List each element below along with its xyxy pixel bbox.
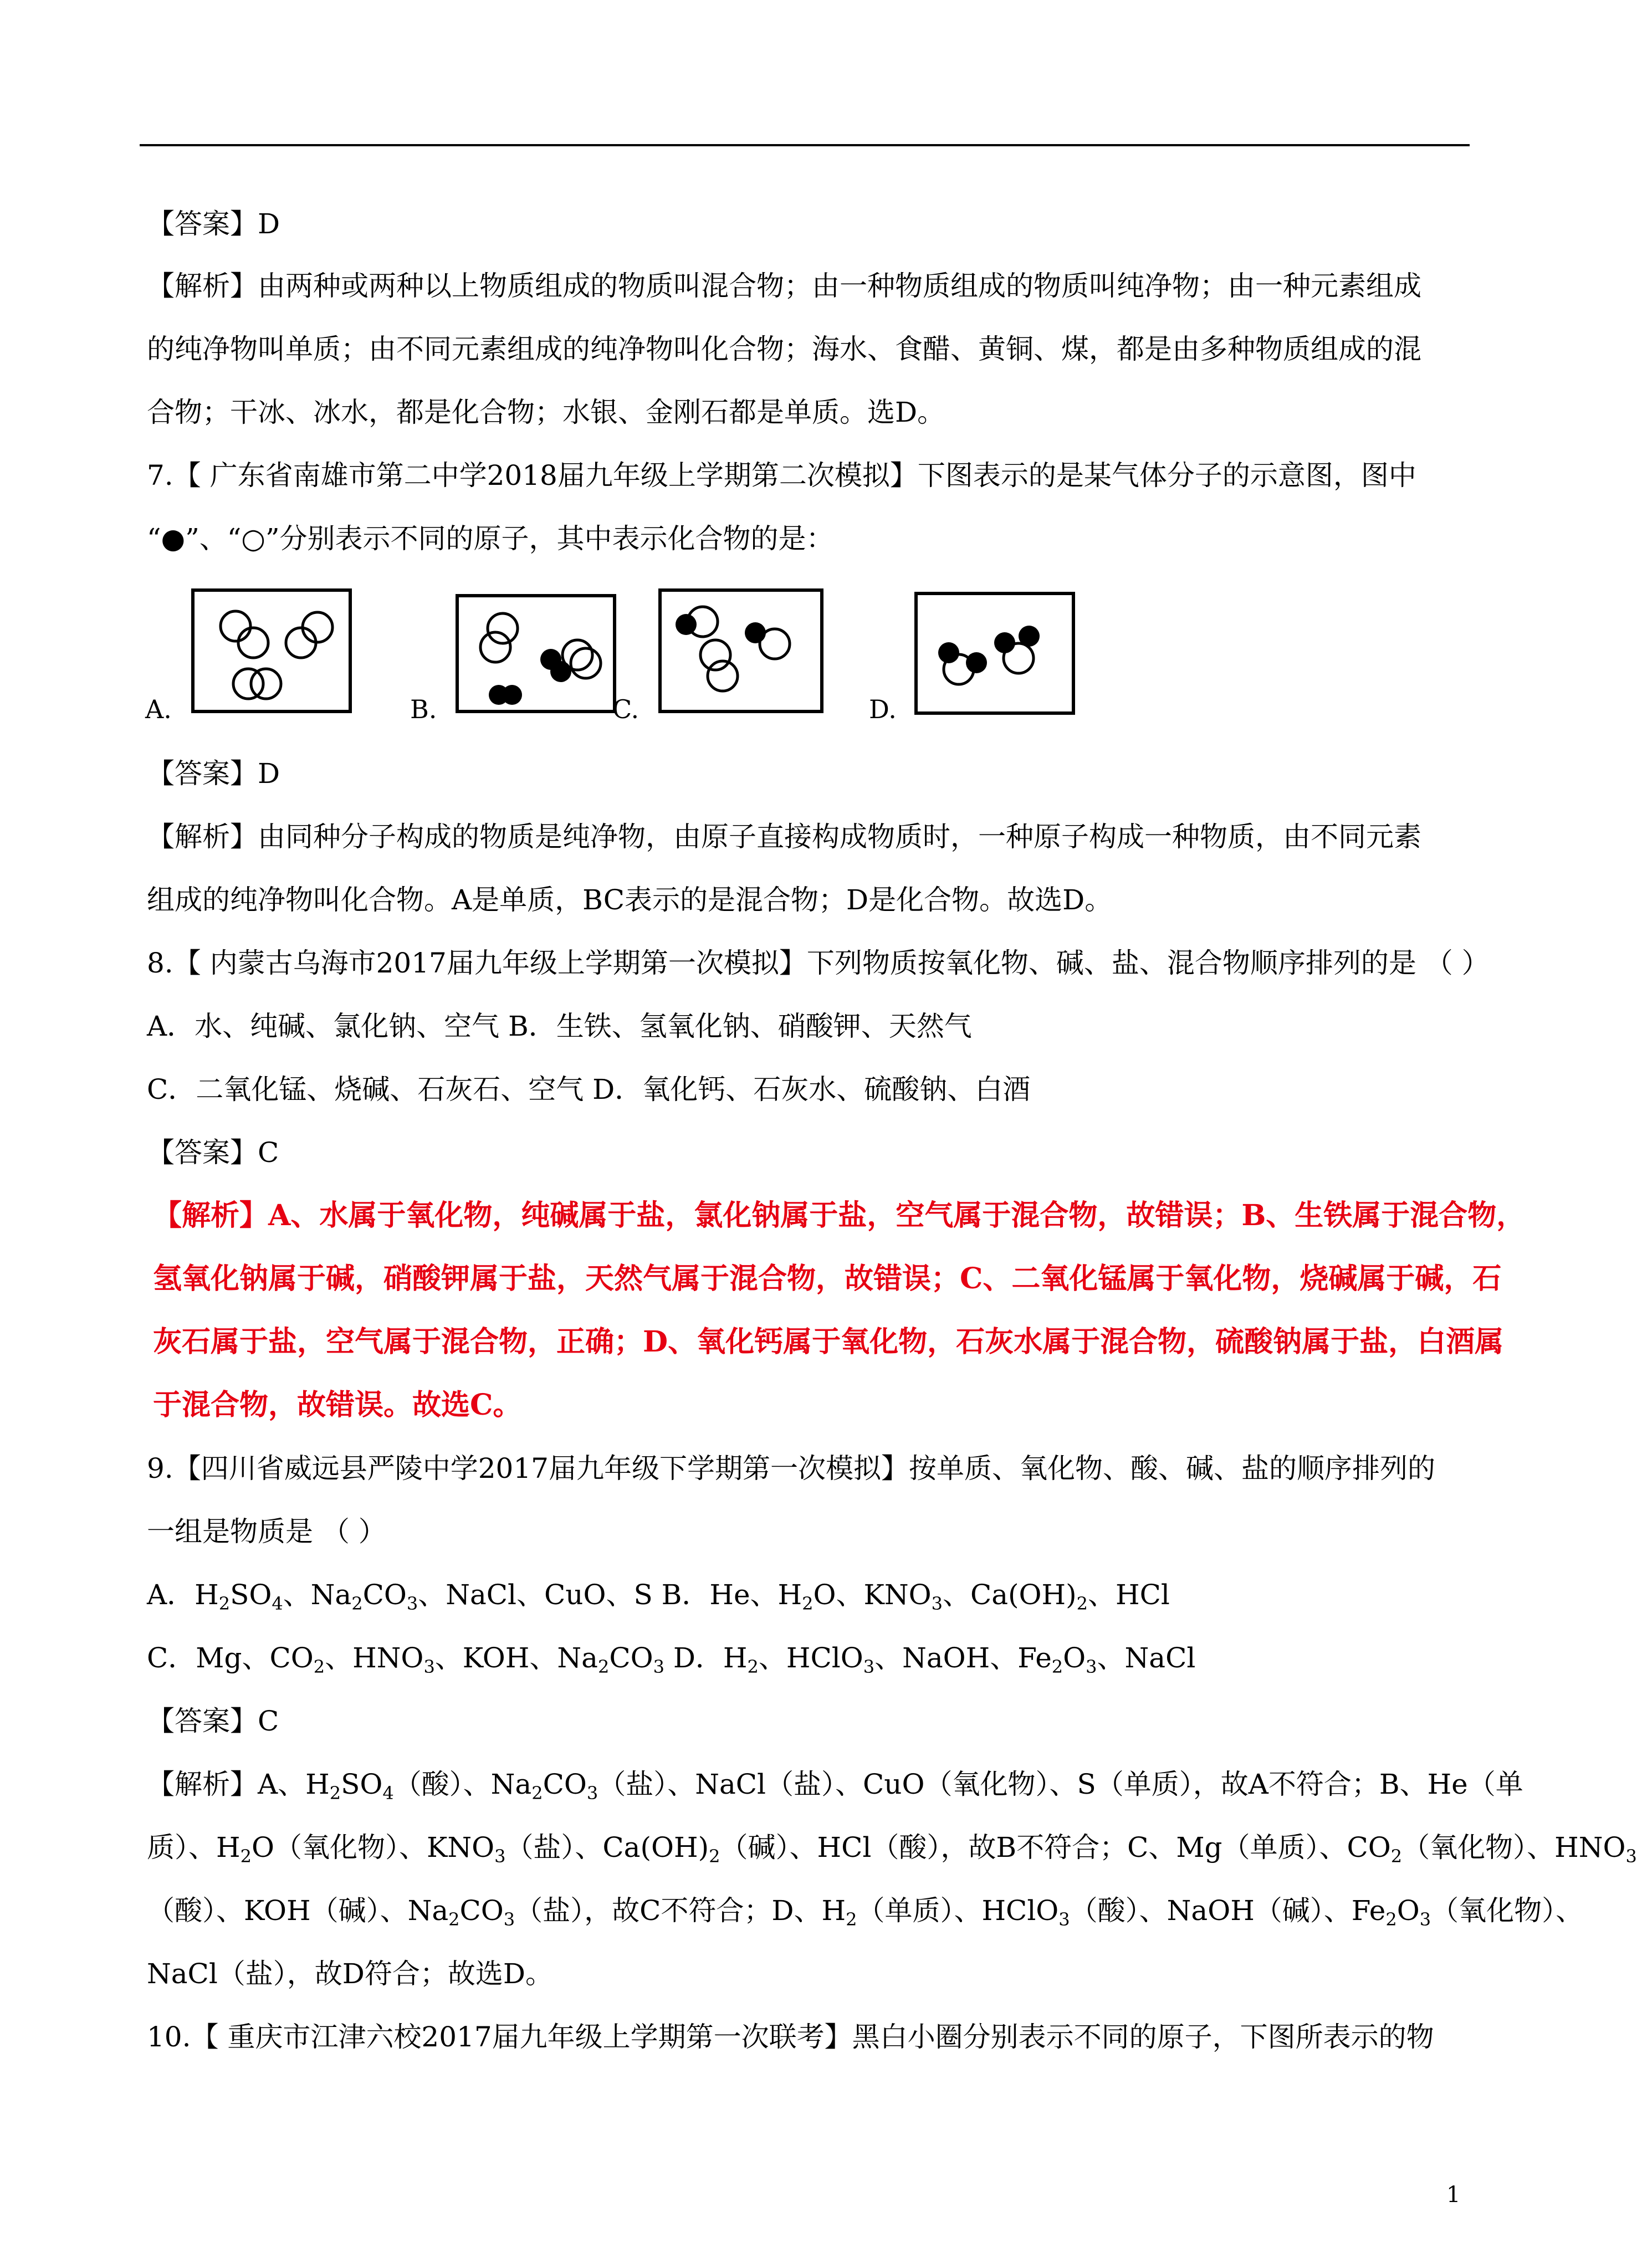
q7-answer: 【答案】D xyxy=(147,757,280,790)
q8-analysis-line-4: 于混合物，故错误。故选C。 xyxy=(153,1388,522,1422)
q8-options-line-1: A．水、纯碱、氯化钠、空气 B．生铁、氢氧化钠、硝酸钾、天然气 xyxy=(147,1010,972,1042)
q6-analysis-line-3: 合物；干冰、冰水，都是化合物；水银、金刚石都是单质。选D。 xyxy=(147,396,945,428)
q9-analysis-line-4: NaCl（盐），故D符合；故选D。 xyxy=(147,1958,553,1990)
q8-analysis-line-1: 【解析】A、水属于氧化物，纯碱属于盐，氯化钠属于盐，空气属于混合物，故错误；B、生铁属于混合物， xyxy=(153,1199,1526,1232)
q7-option-b-diagram xyxy=(456,594,616,713)
q8-options-line-2: C．二氧化锰、烧碱、石灰石、空气 D．氧化钙、石灰水、硫酸钠、白酒 xyxy=(147,1073,1031,1105)
q9-options-line-1: A．$H_2SO_4$、$Na_2CO_3$、NaCl、CuO、S B．He、$H_2O$、$KNO_3$、$Ca(OH)_2$、HCl xyxy=(147,1579,1170,1614)
q9-analysis-line-1: 【解析】A、$H_2SO_4$（酸）、$Na_2CO_3$（盐）、NaCl（盐）、CuO（氧化物）、S（单质），故A不符合；B、He（单 xyxy=(147,1768,1523,1804)
q7-stem-line-1: 7.【 广东省南雄市第二中学2018届九年级上学期第二次模拟】下图表示的是某气体分子的示意图，图中 xyxy=(147,459,1416,492)
q7-analysis-line-2: 组成的纯净物叫化合物。A是单质，BC表示的是混合物；D是化合物。故选D。 xyxy=(147,884,1113,916)
header-rule xyxy=(140,144,1470,146)
q7-option-d-label: D. xyxy=(869,694,897,724)
q8-analysis-line-2: 氢氧化钠属于碱，硝酸钾属于盐，天然气属于混合物，故错误；C、二氧化锰属于氧化物，烧碱属于碱，石 xyxy=(153,1262,1502,1296)
q8-analysis-line-3: 灰石属于盐，空气属于混合物，正确；D、氧化钙属于氧化物，石灰水属于混合物，硫酸钠属于盐，白酒属 xyxy=(153,1325,1504,1359)
q9-stem-line-1: 9.【四川省威远县严陵中学2017届九年级下学期第一次模拟】按单质、氧化物、酸、碱、盐的顺序排列的 xyxy=(147,1452,1435,1484)
q7-option-d-diagram xyxy=(914,592,1075,715)
q9-answer: 【答案】C xyxy=(147,1705,279,1737)
q9-analysis-line-3: （酸）、KOH（碱）、$Na_2CO_3$（盐），故C不符合；D、$H_2$（单质）、HClO$_3$（酸）、NaOH（碱）、$Fe_2O_3$（氧化物）、 xyxy=(147,1895,1584,1930)
q6-analysis-line-1: 【解析】由两种或两种以上物质组成的物质叫混合物；由一种物质组成的物质叫纯净物；由一种元素组成 xyxy=(147,270,1421,302)
q7-option-a-label: A. xyxy=(145,694,172,724)
q7-option-a-diagram xyxy=(191,588,352,713)
q6-analysis-line-2: 的纯净物叫单质；由不同元素组成的纯净物叫化合物；海水、食醋、黄铜、煤，都是由多种物质组成的混 xyxy=(147,333,1421,365)
page-number: 1 xyxy=(1446,2182,1461,2208)
q9-stem-line-2: 一组是物质是 （ ） xyxy=(147,1516,386,1548)
q9-options-line-2: C．Mg、$CO_2$、$HNO_3$、KOH、$Na_2CO_3$ D．$H_2$、HClO$_3$、NaOH、$Fe_2O_3$、NaCl xyxy=(147,1642,1196,1677)
q10-stem: 10.【 重庆市江津六校2017届九年级上学期第一次联考】黑白小圈分别表示不同的原子，下图所表示的物 xyxy=(147,2021,1434,2053)
q6-answer: 【答案】D xyxy=(147,208,280,240)
q7-stem-line-2: “●”、“○”分别表示不同的原子，其中表示化合物的是： xyxy=(147,523,834,555)
q8-answer: 【答案】C xyxy=(147,1136,279,1169)
q7-option-c-diagram xyxy=(658,588,823,713)
q9-analysis-line-2: 质）、$H_2O$（氧化物）、$KNO_3$（盐）、$Ca(OH)_2$（碱）、HCl（酸），故B不符合；C、Mg（单质）、$CO_2$（氧化物）、$HNO_3$ xyxy=(147,1831,1637,1867)
q7-option-c-label: C. xyxy=(612,694,640,724)
q8-stem: 8.【 内蒙古乌海市2017届九年级上学期第一次模拟】下列物质按氧化物、碱、盐、混合物顺序排列的是 （ ） xyxy=(147,947,1490,979)
q7-option-b-label: B. xyxy=(410,694,437,724)
q7-analysis-line-1: 【解析】由同种分子构成的物质是纯净物，由原子直接构成物质时，一种原子构成一种物质，由不同元素 xyxy=(147,821,1421,853)
